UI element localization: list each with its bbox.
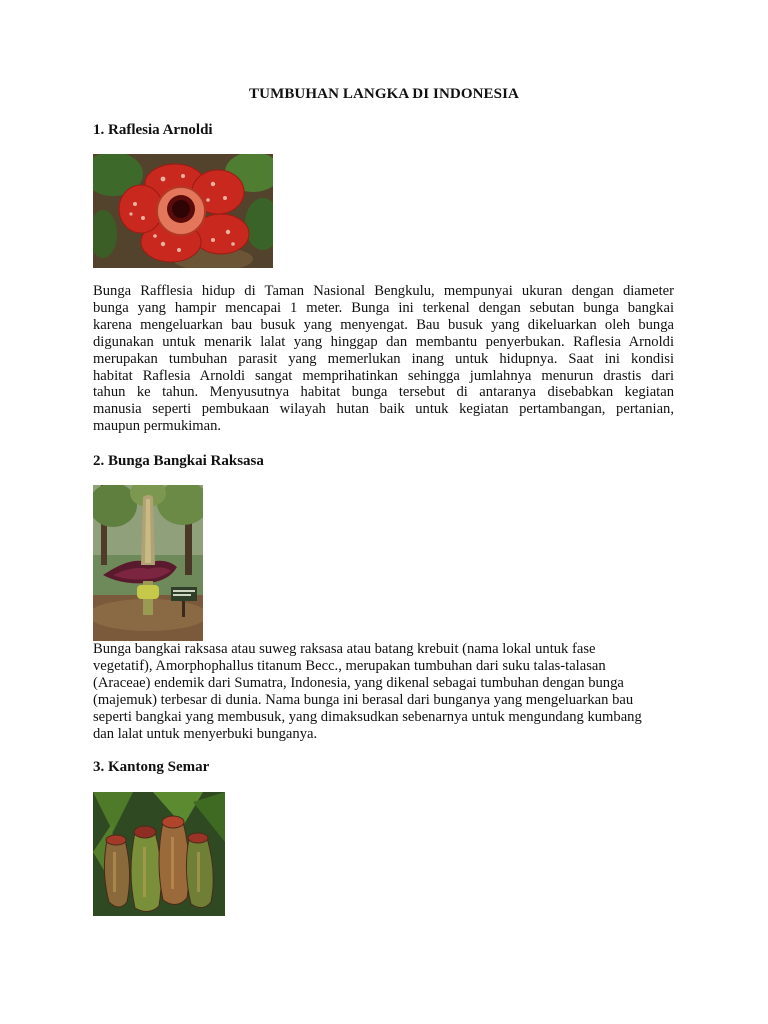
- raflesia-illustration: [93, 154, 273, 268]
- paragraph-line: Bunga Rafflesia hidup di Taman Nasional Bengkulu, mempunyai ukuran dengan diameter: [93, 283, 674, 299]
- paragraph-line: vegetatif), Amorphophallus titanum Becc., merupakan tumbuhan dari suku talas-talasan: [93, 657, 606, 674]
- section-heading-raflesia: 1. Raflesia Arnoldi: [93, 122, 213, 138]
- document-title: TUMBUHAN LANGKA DI INDONESIA: [249, 86, 519, 102]
- section-heading-kantong-semar: 3. Kantong Semar: [93, 759, 210, 775]
- paragraph-line: (majemuk) terbesar di dunia. Nama bunga ini berasal dari bunganya yang mengeluarkan bau: [93, 691, 634, 708]
- bunga-bangkai-paragraph: [93, 641, 674, 742]
- bunga-bangkai-image: [93, 485, 203, 641]
- paragraph-line: karena mengeluarkan bau busuk yang menyengat. Bau busuk yang dikeluarkan oleh bunga: [93, 316, 674, 333]
- paragraph-line: dan lalat untuk menyerbuki bunganya.: [93, 725, 318, 742]
- paragraph-line: manusia seperti pembukaan wilayah hutan baik untuk kegiatan pertambangan, pertanian,: [93, 401, 674, 418]
- paragraph-line: digunakan untuk menarik lalat yang hinggap dan membantu penyerbukan. Raflesia Arnoldi: [93, 333, 674, 350]
- paragraph-line: seperti bangkai yang membusuk, yang dimaksudkan sebenarnya untuk mengundang kumbang: [93, 708, 642, 725]
- kantong-semar-image: [93, 792, 225, 916]
- paragraph-line: bunga yang hampir mencapai 1 meter. Bunga ini terkenal dengan sebutan bunga bangkai: [93, 299, 674, 316]
- paragraph-line: merupakan tumbuhan parasit yang memerlukan inang untuk hidupnya. Saat ini kondisi: [93, 350, 674, 367]
- paragraph-line: habitat Raflesia Arnoldi sangat memprihatinkan sehingga jumlahnya menurun drastis dari: [93, 367, 674, 384]
- raflesia-paragraph: [93, 283, 674, 435]
- section-heading-bunga-bangkai: 2. Bunga Bangkai Raksasa: [93, 453, 264, 469]
- raflesia-image: [93, 154, 273, 268]
- paragraph-line: Bunga bangkai raksasa atau suweg raksasa atau batang krebuit (nama lokal untuk fase: [93, 641, 596, 657]
- bunga-bangkai-illustration: [93, 485, 203, 641]
- paragraph-line: (Araceae) endemik dari Sumatra, Indonesia, yang dikenal sebagai tumbuhan dengan bunga: [93, 674, 624, 691]
- paragraph-line: tahun ke tahun. Menyusutnya habitat bunga tersebut di antaranya disebabkan kegiatan: [93, 384, 674, 401]
- kantong-semar-illustration: [93, 792, 225, 916]
- paragraph-line: maupun permukiman.: [93, 418, 222, 435]
